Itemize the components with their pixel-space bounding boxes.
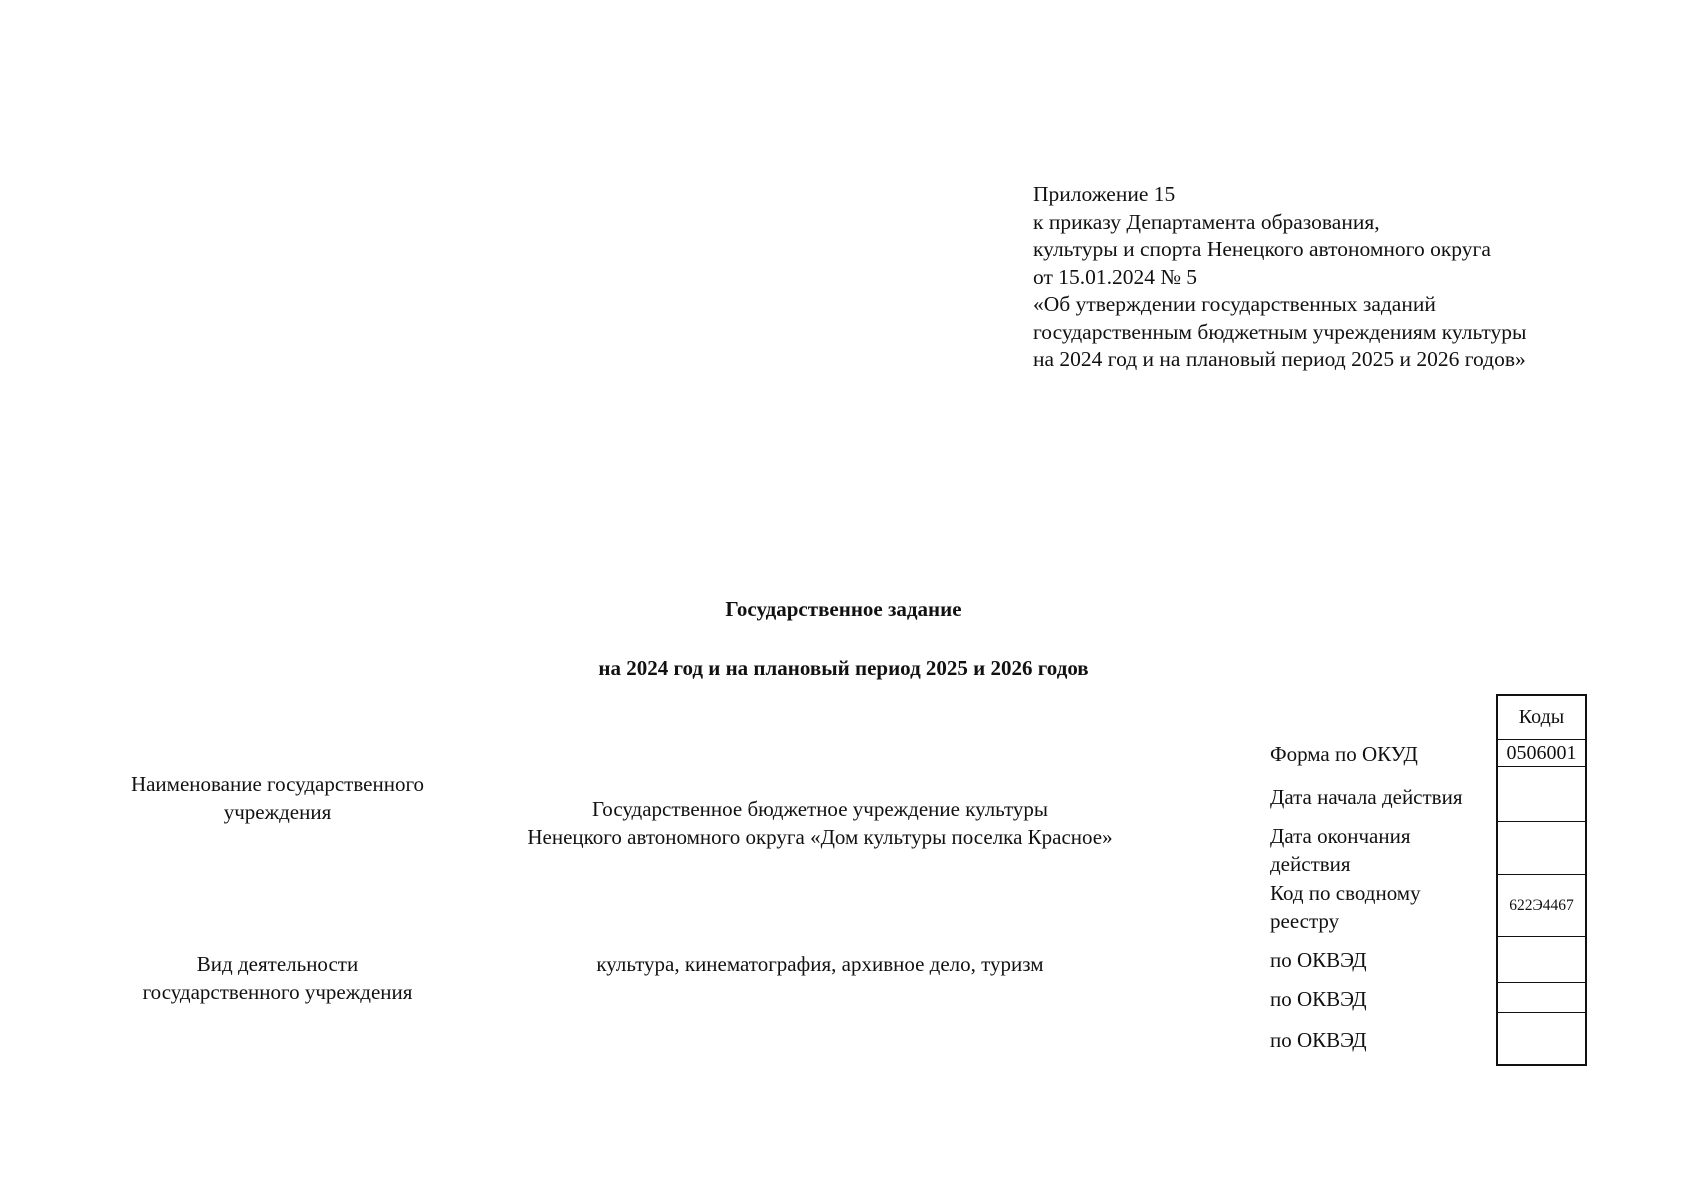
code-label-line: Код по сводному: [1270, 881, 1421, 905]
activity-value: культура, кинематография, архивное дело, туризм: [596, 952, 1044, 976]
code-label-line: Дата окончания: [1270, 824, 1411, 848]
code-label-line: Форма по ОКУД: [1270, 742, 1418, 766]
code-label-line: Дата начала действия: [1270, 785, 1463, 809]
codes-table: [1496, 694, 1587, 1066]
code-value-okved-3: [1498, 1013, 1585, 1064]
code-label-okud: [1270, 740, 1495, 768]
annex-line: культуры и спорта Ненецкого автономного округа: [1033, 237, 1491, 261]
code-label-okved-2: [1270, 985, 1495, 1013]
code-label-registry: [1270, 879, 1495, 935]
code-label-line: по ОКВЭД: [1270, 987, 1367, 1011]
institution-label-line: учреждения: [223, 800, 332, 824]
code-label-start-date: [1270, 783, 1495, 811]
code-label-okved-1: [1270, 946, 1495, 974]
activity-label-line: Вид деятельности: [196, 952, 359, 976]
code-value-registry: 622Э4467: [1498, 875, 1585, 937]
institution-name: [470, 795, 1170, 851]
code-value-okud: 0506001: [1498, 740, 1585, 767]
annex-line: от 15.01.2024 № 5: [1033, 264, 1198, 289]
code-label-line: реестру: [1270, 909, 1340, 933]
annex-line: к приказу Департамента образования,: [1033, 209, 1380, 234]
annex-line: «Об утверждении государственных заданий: [1033, 292, 1436, 316]
code-label-line: действия: [1270, 852, 1351, 876]
document-subtitle: на 2024 год и на плановый период 2025 и 2026 годов: [598, 656, 1089, 680]
annex-header: [1033, 181, 1653, 374]
document-title: Государственное задание: [725, 597, 962, 621]
code-value-okved-1: [1498, 937, 1585, 983]
code-value-start-date: [1498, 767, 1585, 822]
annex-line: на 2024 год и на плановый период 2025 и 2026 годов»: [1033, 347, 1526, 371]
institution-label: [100, 770, 455, 826]
annex-line: Приложение 15: [1033, 182, 1176, 206]
institution-name-line: Государственное бюджетное учреждение культуры: [592, 797, 1048, 821]
codes-header: Коды: [1498, 696, 1585, 740]
annex-line: государственным бюджетным учреждениям культуры: [1033, 319, 1527, 344]
code-value-end-date: [1498, 822, 1585, 875]
institution-name-line: Ненецкого автономного округа «Дом культуры поселка Красное»: [527, 825, 1113, 849]
code-label-end-date: [1270, 822, 1495, 878]
code-value-okved-2: [1498, 983, 1585, 1013]
institution-label-line: Наименование государственного: [130, 772, 425, 796]
activity-label-line: государственного учреждения: [142, 980, 413, 1004]
code-label-okved-3: [1270, 1026, 1495, 1054]
code-label-line: по ОКВЭД: [1270, 948, 1367, 972]
activity-label: [100, 950, 455, 1006]
code-label-line: по ОКВЭД: [1270, 1028, 1367, 1052]
